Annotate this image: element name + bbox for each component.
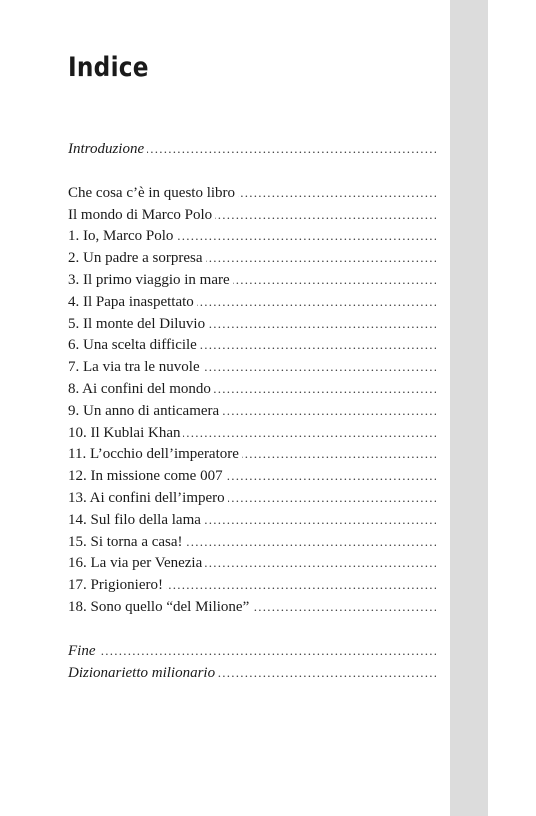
page-edge-strip [450,0,488,816]
toc-entry-title: 5. Il monte del Diluvio [68,315,206,332]
toc-leader-dots [204,509,436,531]
toc-entry-title: 15. Si torna a casa! [68,533,183,550]
toc-entry [68,313,474,335]
toc-leader-dots [242,443,436,465]
toc-entry [68,662,474,684]
toc-entry-title: Dizionarietto milionario [68,664,216,681]
toc-entry [68,247,474,269]
toc-leader-dots [186,531,436,553]
toc-entry [68,204,474,226]
toc-entry-title: 17. Prigioniero! [68,577,163,594]
toc-entry-title: 13. Ai confini dell’impero [68,489,225,506]
toc-entry [68,269,474,291]
toc-leader-dots [147,138,436,160]
toc-entry [68,378,474,400]
toc-leader-dots [208,313,436,335]
toc-entry [68,356,474,378]
toc-entry [68,291,474,313]
toc-leader-dots [233,269,436,291]
toc-entry-title: 7. La via tra le nuvole [68,359,200,376]
toc-leader-dots [205,552,436,574]
toc-entry-title: Introduzione [68,141,145,157]
toc-entry-title: 2. Un padre a sorpresa [68,250,203,267]
toc-entry [68,596,474,618]
toc-leader-dots [214,378,436,400]
toc-leader-dots [197,291,436,313]
toc-chapters-section [68,182,474,618]
toc-entry-title: Fine [68,642,96,659]
toc-entry-title: 12. In missione come 007 [68,468,223,485]
toc-leader-dots [238,182,436,204]
toc-leader-dots [183,422,436,444]
toc-entry [68,422,474,444]
toc-entry-title: 10. Il Kublai Khan [68,424,181,441]
toc-entry-title: 11. L’occhio dell’imperatore [68,446,239,463]
toc-entry [68,465,474,487]
toc-entry [68,138,474,160]
toc-leader-dots [176,225,436,247]
toc-entry-title: 14. Sul filo della lama [68,511,201,528]
toc-entry [68,640,474,662]
page-title: Indice [68,52,149,83]
toc-entry-title: 4. Il Papa inaspettato [68,293,194,310]
toc-entry-title: 16. La via per Venezia [68,555,203,572]
toc-leader-dots [215,204,436,226]
toc-leader-dots [166,574,436,596]
toc-entry [68,334,474,356]
toc-intro-section [68,138,474,160]
toc-entry [68,531,474,553]
toc-entry [68,443,474,465]
toc-entry-title: Che cosa c’è in questo libro [68,184,236,201]
toc-entry [68,574,474,596]
toc-entry [68,509,474,531]
toc-entry-title: 1. Io, Marco Polo [68,228,174,245]
toc-leader-dots [203,356,436,378]
toc-leader-dots [222,400,436,422]
toc-leader-dots [252,596,436,618]
toc-entry [68,400,474,422]
toc-entry-title: 8. Ai confini del mondo [68,380,211,397]
toc-leader-dots [218,662,436,684]
toc-leader-dots [226,465,436,487]
toc-leader-dots [206,247,436,269]
toc-entry-title: 18. Sono quello “del Milione” [68,598,250,615]
toc-entry-title: 9. Un anno di anticamera [68,402,220,419]
toc-leader-dots [99,640,437,662]
toc-entry [68,225,474,247]
toc-leader-dots [200,334,436,356]
toc-entry [68,487,474,509]
toc-entry-title: 3. Il primo viaggio in mare [68,271,230,288]
toc-back-matter-section [68,640,474,684]
toc-entry-title: 6. Una scelta difficile [68,337,197,354]
table-of-contents [68,138,474,683]
toc-entry [68,182,474,204]
toc-entry [68,552,474,574]
toc-leader-dots [228,487,436,509]
toc-entry-title: Il mondo di Marco Polo [68,206,213,223]
